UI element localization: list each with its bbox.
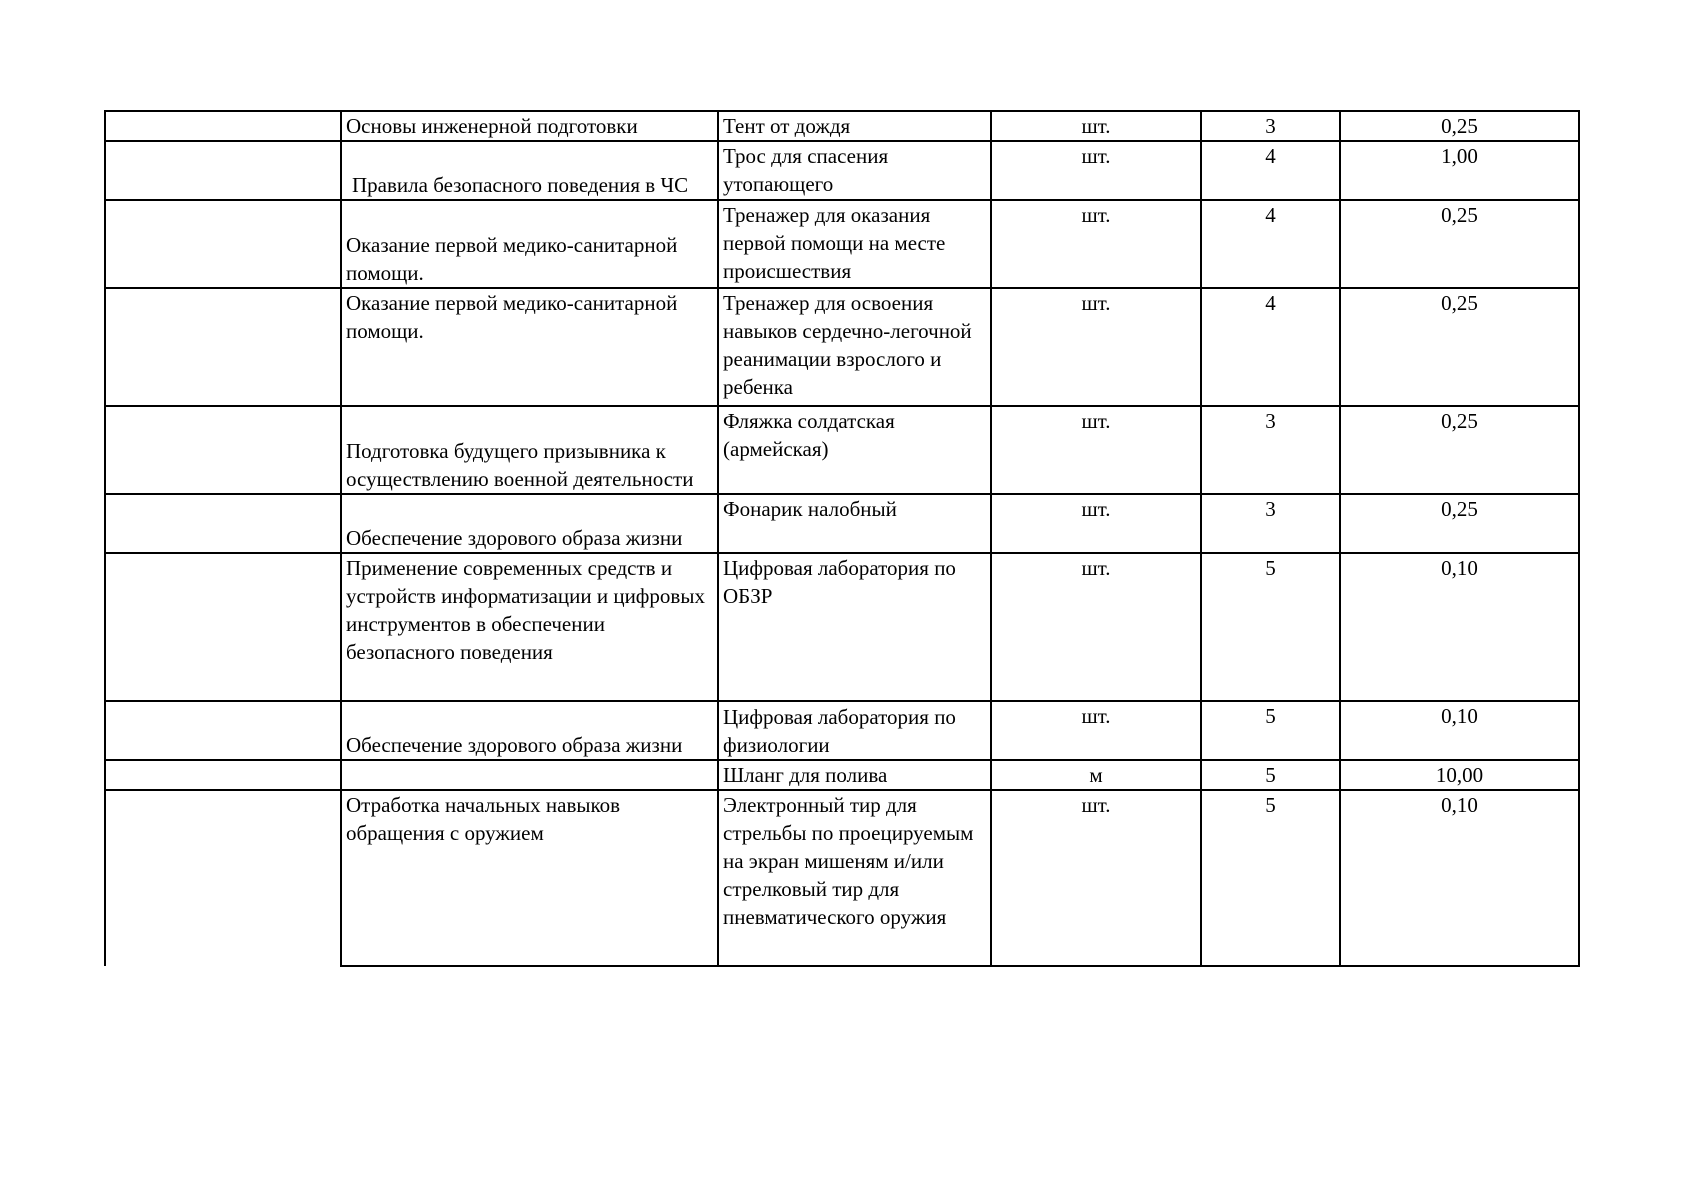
- quantity-cell: 5: [1201, 701, 1340, 760]
- item-cell: Цифровая лаборатория по физиологии: [718, 701, 991, 760]
- item-cell: Электронный тир для стрельбы по проецируемым на экран мишеням и/или стрелковый тир для пневматического оружия: [718, 790, 991, 966]
- coefficient-cell: 0,25: [1340, 200, 1579, 288]
- topic-cell: Оказание первой медико-санитарной помощи.: [341, 288, 718, 406]
- coefficient-cell: 0,10: [1340, 553, 1579, 701]
- coefficient-cell: 1,00: [1340, 141, 1579, 200]
- topic-cell: Обеспечение здорового образа жизни: [341, 494, 718, 553]
- item-cell: Трос для спасения утопающего: [718, 141, 991, 200]
- table-row: [105, 760, 1579, 790]
- topic-cell: Основы инженерной подготовки: [341, 111, 718, 141]
- quantity-cell: 3: [1201, 494, 1340, 553]
- row-number-cell: [105, 760, 341, 790]
- table-row: [105, 200, 1579, 288]
- unit-cell: шт.: [991, 790, 1201, 966]
- table-row: [105, 141, 1579, 200]
- topic-cell: Обеспечение здорового образа жизни: [341, 701, 718, 760]
- table-row: [105, 701, 1579, 760]
- row-number-cell: [105, 494, 341, 553]
- coefficient-cell: 0,25: [1340, 406, 1579, 494]
- quantity-cell: 4: [1201, 200, 1340, 288]
- unit-cell: шт.: [991, 494, 1201, 553]
- unit-cell: шт.: [991, 141, 1201, 200]
- topic-cell: Подготовка будущего призывника к осуществлению военной деятельности: [341, 406, 718, 494]
- row-number-cell: [105, 111, 341, 141]
- quantity-cell: 4: [1201, 288, 1340, 406]
- table-row: [105, 111, 1579, 141]
- quantity-cell: 4: [1201, 141, 1340, 200]
- quantity-cell: 3: [1201, 111, 1340, 141]
- topic-cell: Применение современных средств и устройств информатизации и цифровых инструментов в обеспечении безопасного поведения: [341, 553, 718, 701]
- unit-cell: шт.: [991, 200, 1201, 288]
- unit-cell: шт.: [991, 111, 1201, 141]
- table-row: [105, 406, 1579, 494]
- quantity-cell: 5: [1201, 553, 1340, 701]
- unit-cell: шт.: [991, 406, 1201, 494]
- row-number-cell: [105, 790, 341, 966]
- table-row: [105, 494, 1579, 553]
- row-number-cell: [105, 553, 341, 701]
- coefficient-cell: 0,10: [1340, 701, 1579, 760]
- unit-cell: шт.: [991, 288, 1201, 406]
- item-cell: Тент от дождя: [718, 111, 991, 141]
- item-cell: Тренажер для освоения навыков сердечно-легочной реанимации взрослого и ребенка: [718, 288, 991, 406]
- coefficient-cell: 0,25: [1340, 111, 1579, 141]
- row-number-cell: [105, 200, 341, 288]
- topic-cell: Оказание первой медико-санитарной помощи.: [341, 200, 718, 288]
- equipment-table: [104, 110, 1580, 967]
- item-cell: Тренажер для оказания первой помощи на месте происшествия: [718, 200, 991, 288]
- item-cell: Шланг для полива: [718, 760, 991, 790]
- quantity-cell: 5: [1201, 790, 1340, 966]
- topic-cell: Правила безопасного поведения в ЧС: [341, 141, 718, 200]
- unit-cell: шт.: [991, 701, 1201, 760]
- table-row: [105, 790, 1579, 966]
- coefficient-cell: 0,10: [1340, 790, 1579, 966]
- row-number-cell: [105, 701, 341, 760]
- topic-cell: [341, 760, 718, 790]
- quantity-cell: 5: [1201, 760, 1340, 790]
- coefficient-cell: 0,25: [1340, 494, 1579, 553]
- item-cell: Цифровая лаборатория по ОБЗР: [718, 553, 991, 701]
- coefficient-cell: 10,00: [1340, 760, 1579, 790]
- coefficient-cell: 0,25: [1340, 288, 1579, 406]
- row-number-cell: [105, 406, 341, 494]
- table-row: [105, 553, 1579, 701]
- unit-cell: шт.: [991, 553, 1201, 701]
- item-cell: Фляжка солдатская (армейская): [718, 406, 991, 494]
- item-cell: Фонарик налобный: [718, 494, 991, 553]
- table-row: [105, 288, 1579, 406]
- row-number-cell: [105, 141, 341, 200]
- quantity-cell: 3: [1201, 406, 1340, 494]
- row-number-cell: [105, 288, 341, 406]
- topic-cell: Отработка начальных навыков обращения с оружием: [341, 790, 718, 966]
- unit-cell: м: [991, 760, 1201, 790]
